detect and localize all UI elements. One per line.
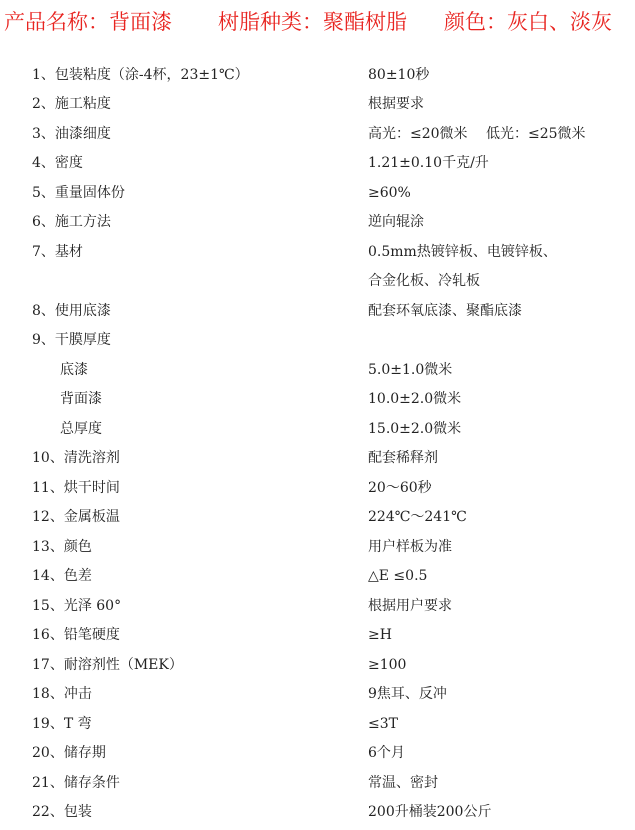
spec-row bbox=[0, 415, 635, 443]
spec-row bbox=[0, 503, 635, 531]
spec-label: 12、金属板温 bbox=[32, 509, 120, 525]
spec-row bbox=[0, 533, 635, 561]
spec-value: 合金化板、冷轧板 bbox=[368, 273, 480, 289]
spec-row bbox=[0, 739, 635, 767]
spec-row bbox=[0, 621, 635, 649]
spec-value: 224℃～241℃ bbox=[368, 509, 467, 525]
spec-label: 11、烘干时间 bbox=[32, 480, 120, 496]
spec-row bbox=[0, 90, 635, 118]
spec-row bbox=[0, 297, 635, 325]
spec-label: 7、基材 bbox=[32, 244, 83, 260]
spec-row bbox=[0, 769, 635, 797]
spec-label: 3、油漆细度 bbox=[32, 126, 111, 142]
spec-row bbox=[0, 179, 635, 207]
spec-label: 2、施工粘度 bbox=[32, 96, 111, 112]
spec-value: △E ≤0.5 bbox=[368, 568, 428, 584]
resin-type-heading: 树脂种类：聚酯树脂 bbox=[218, 10, 407, 34]
product-name-heading: 产品名称：背面漆 bbox=[4, 10, 172, 34]
spec-value: ≥100 bbox=[368, 657, 407, 673]
spec-row bbox=[0, 326, 635, 354]
color-heading: 颜色：灰白、淡灰 bbox=[444, 10, 612, 34]
spec-row bbox=[0, 267, 635, 295]
spec-value: 配套环氧底漆、聚酯底漆 bbox=[368, 303, 522, 319]
spec-value: 逆向辊涂 bbox=[368, 214, 424, 230]
spec-value: 9焦耳、反冲 bbox=[368, 686, 447, 702]
spec-row bbox=[0, 798, 635, 826]
spec-value: 10.0±2.0微米 bbox=[368, 391, 462, 407]
spec-value: 常温、密封 bbox=[368, 775, 438, 791]
spec-value: 15.0±2.0微米 bbox=[368, 421, 462, 437]
spec-value: 配套稀释剂 bbox=[368, 450, 438, 466]
spec-value: 6个月 bbox=[368, 745, 405, 761]
spec-row bbox=[0, 238, 635, 266]
spec-label: 20、储存期 bbox=[32, 745, 106, 761]
spec-row bbox=[0, 208, 635, 236]
spec-label: 9、干膜厚度 bbox=[32, 332, 111, 348]
spec-value: 根据要求 bbox=[368, 96, 424, 112]
spec-row bbox=[0, 61, 635, 89]
spec-row bbox=[0, 385, 635, 413]
spec-value: 1.21±0.10千克/升 bbox=[368, 155, 489, 171]
spec-value: 用户样板为准 bbox=[368, 539, 452, 555]
spec-row bbox=[0, 444, 635, 472]
spec-label: 4、密度 bbox=[32, 155, 83, 171]
spec-value: 80±10秒 bbox=[368, 67, 430, 83]
header-bar bbox=[4, 6, 634, 38]
spec-row bbox=[0, 120, 635, 148]
spec-label: 17、耐溶剂性（MEK） bbox=[32, 657, 183, 673]
spec-value: ≥H bbox=[368, 627, 392, 643]
spec-label: 18、冲击 bbox=[32, 686, 92, 702]
spec-row bbox=[0, 356, 635, 384]
spec-label: 总厚度 bbox=[60, 421, 102, 437]
spec-label: 1、包装粘度（涂-4杯，23±1℃） bbox=[32, 67, 249, 83]
spec-value: 0.5mm热镀锌板、电镀锌板、 bbox=[368, 244, 557, 260]
spec-row bbox=[0, 651, 635, 679]
spec-value: 20～60秒 bbox=[368, 480, 432, 496]
spec-value: 根据用户要求 bbox=[368, 598, 452, 614]
spec-row bbox=[0, 680, 635, 708]
spec-row bbox=[0, 474, 635, 502]
spec-label: 19、T 弯 bbox=[32, 716, 92, 732]
spec-label: 5、重量固体份 bbox=[32, 185, 125, 201]
spec-row bbox=[0, 710, 635, 738]
spec-label: 21、储存条件 bbox=[32, 775, 120, 791]
spec-value: 200升桶装200公斤 bbox=[368, 804, 492, 820]
spec-label: 14、色差 bbox=[32, 568, 92, 584]
spec-value: 高光：≤20微米 低光：≤25微米 bbox=[368, 126, 586, 142]
spec-value: 5.0±1.0微米 bbox=[368, 362, 453, 378]
spec-label: 16、铅笔硬度 bbox=[32, 627, 120, 643]
spec-label: 底漆 bbox=[60, 362, 88, 378]
spec-label: 背面漆 bbox=[60, 391, 102, 407]
spec-label: 15、光泽 60° bbox=[32, 598, 122, 614]
spec-row bbox=[0, 562, 635, 590]
spec-label: 6、施工方法 bbox=[32, 214, 111, 230]
spec-label: 22、包装 bbox=[32, 804, 92, 820]
spec-row bbox=[0, 149, 635, 177]
spec-row bbox=[0, 592, 635, 620]
spec-label: 10、清洗溶剂 bbox=[32, 450, 120, 466]
spec-label: 8、使用底漆 bbox=[32, 303, 111, 319]
spec-value: ≥60% bbox=[368, 185, 411, 201]
spec-label: 13、颜色 bbox=[32, 539, 92, 555]
spec-value: ≤3T bbox=[368, 716, 398, 732]
